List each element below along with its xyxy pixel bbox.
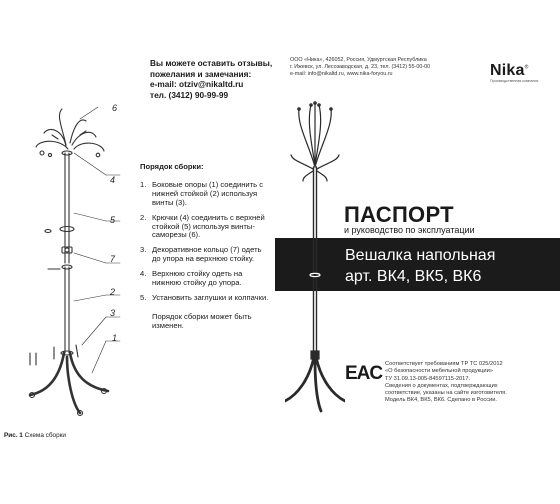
figure-label: Рис. 1 [4, 432, 23, 439]
compliance-line: Соответствует требованиям ТР ТС 025/2012 [385, 361, 503, 367]
compliance-line: «О безопасности мебельной продукции» [385, 368, 493, 375]
compliance-line: ТУ 31.09.13-005-84597115-2017. [385, 375, 471, 382]
logo-name: Nika [490, 62, 525, 79]
passport-subtitle: и руководство по эксплуатации [344, 225, 475, 235]
feedback-contact [150, 58, 290, 100]
company-line-2: г. Ижевск, ул. Лесозаводская, д. 23, тел. (3412) 55-00-00 [290, 63, 431, 70]
figure-text: Схема сборки [24, 432, 66, 439]
eac-mark: EAC [345, 363, 383, 384]
coat-stand-illustration [285, 95, 345, 420]
assembly-note: Порядок сборки может быть изменен. [152, 311, 252, 330]
registered-mark: ® [524, 64, 529, 71]
assembly-heading: Порядок сборки: [140, 162, 204, 171]
product-article: арт. ВК4, ВК5, ВК6 [345, 268, 482, 285]
compliance-line: Модель ВК4, ВК5, ВК6. Сделано в России. [385, 397, 497, 404]
assembly-step: 1. Боковые опоры (1) соединить с нижней стойкой (2) используя винты (3). [140, 179, 264, 207]
company-line-1: ООО «Ника», 426052, Россия, Удмуртская Республика [290, 57, 427, 63]
product-name: Вешалка напольная [345, 247, 496, 264]
compliance-line: Сведения о документах, подтверждающих [385, 382, 498, 389]
feedback-line-2: пожелания и замечания: [150, 68, 252, 79]
callout-3: 3 [110, 308, 116, 318]
callout-1: 1 [112, 333, 118, 343]
feedback-phone: тел. (3412) 90-99-99 [150, 89, 229, 100]
callout-4: 4 [110, 175, 116, 185]
assembly-step: 4. Верхнюю стойку одеть на нижнюю стойку до упора. [140, 269, 243, 288]
callout-5: 5 [110, 215, 116, 225]
assembly-step: 2. Крючки (4) соединить с верхней стойкой (5) используя винты-саморезы (6). [140, 212, 265, 240]
company-line-3: e-mail: info@nikaltd.ru, www.nika-foryou.ru [290, 70, 393, 77]
passport-title: ПАСПОРТ [344, 202, 454, 227]
compliance-text [385, 361, 555, 405]
assembly-instructions [140, 163, 272, 331]
callout-7: 7 [110, 254, 116, 264]
callout-6: 6 [112, 103, 118, 113]
feedback-email: e-mail: otziv@nikaltd.ru [150, 79, 244, 90]
company-logo [490, 62, 552, 83]
company-address [290, 57, 490, 78]
assembly-step: 5. Установить заглушки и колпачки. [140, 292, 269, 302]
figure-caption [4, 432, 66, 439]
compliance-line: соответствие, указаны на сайте изготовителя. [385, 390, 507, 397]
callout-2: 2 [110, 287, 116, 297]
feedback-line-1: Вы можете оставить отзывы, [150, 58, 273, 68]
assembly-step: 3. Декоративное кольцо (7) одеть до упора на верхнюю стойку. [140, 245, 262, 264]
logo-tagline: Производственная компания [490, 79, 539, 83]
